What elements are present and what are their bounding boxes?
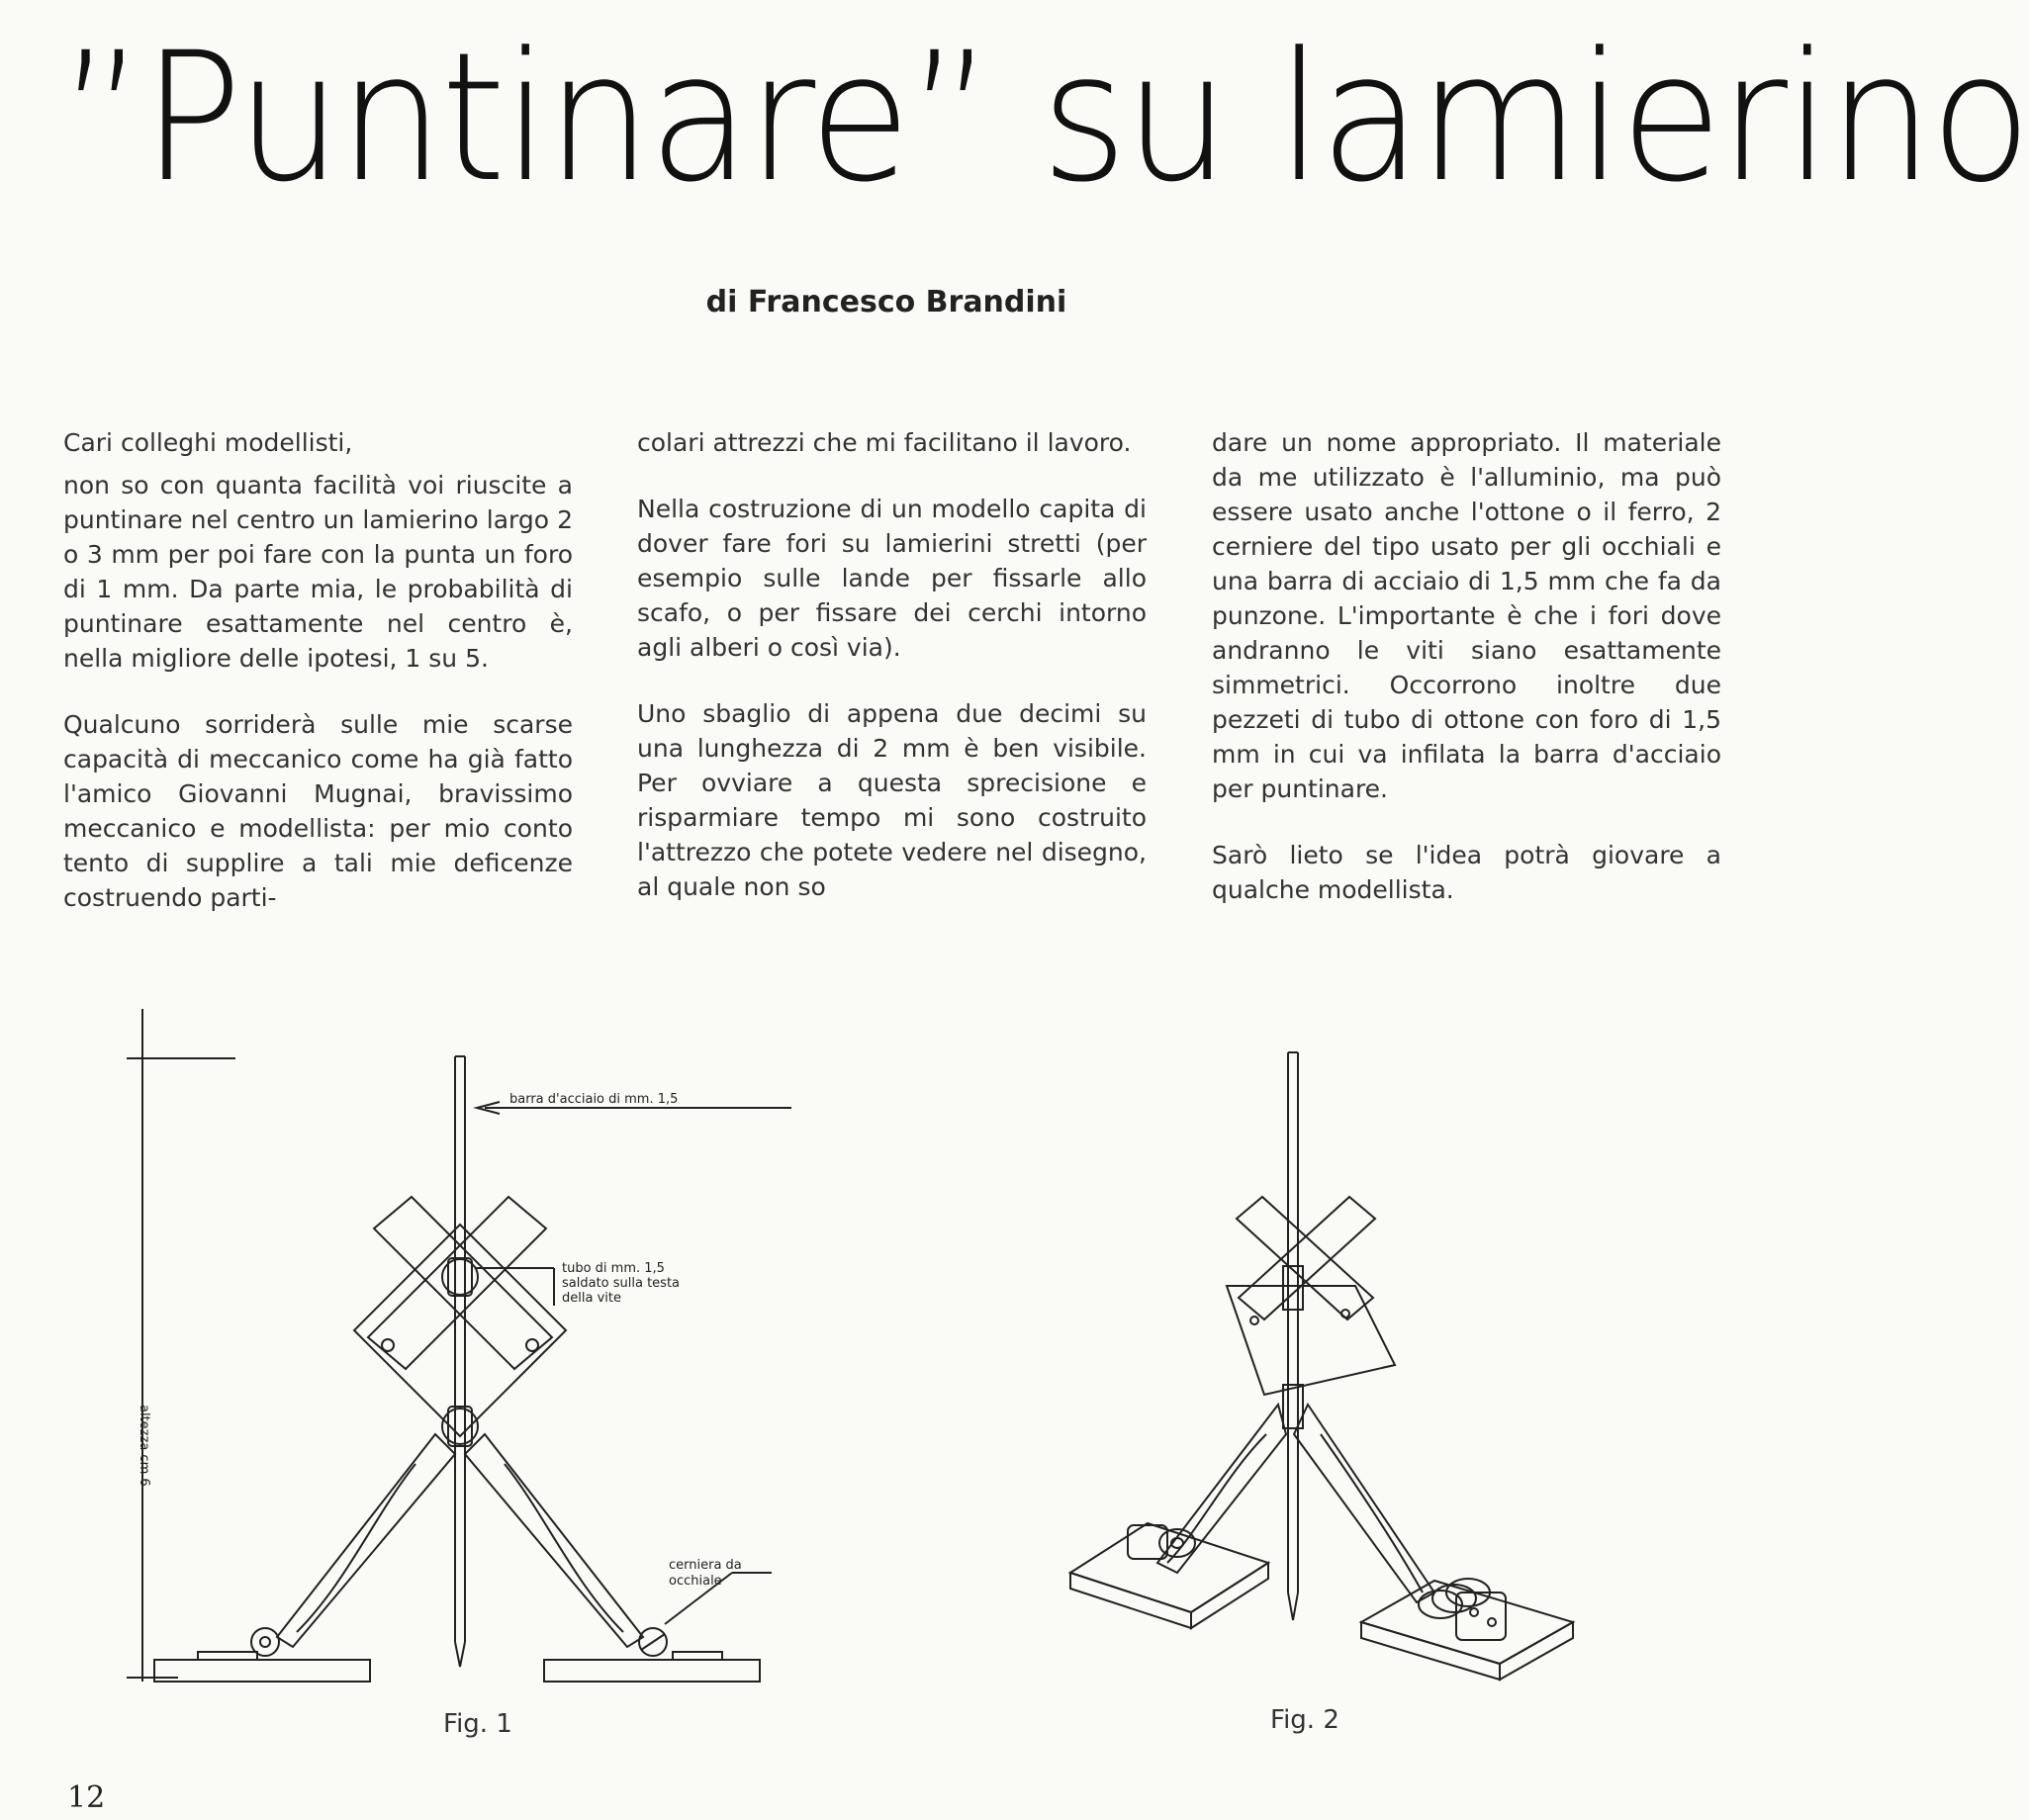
paragraph: dare un nome appropriato. Il materiale da me utilizzato è l'alluminio, ma può essere usato anche l'ottone o il ferro, 2 cerniere del tipo usato per gli occhiali e una barra di acciaio di 1,5 mm che fa da punzone. L'importante è che i fori dove andranno le viti siano esattamente simmetrici. Occorrono inoltre due pezzeti di tubo di ottone con foro di 1,5 mm in cui va infilata la barra d'acciaio per puntinare. [1212, 428, 1721, 803]
height-label: altezza cm 6 [137, 1405, 151, 1487]
tube-label-line-3: della vite [562, 1291, 621, 1306]
figure-1-drawing [119, 999, 831, 1691]
hinge-label-line-1: cerniera da [669, 1558, 742, 1573]
paragraph: Nella costruzione di un modello capita di dover fare fori su lamierini stretti (per esempio sulle lande per fissarle allo scafo, o per fissare dei cerchi intorno agli alberi o così via). [637, 495, 1147, 662]
text-column-1 [63, 425, 573, 947]
text-column-2 [637, 425, 1147, 936]
tube-label-line-2: saldato sulla testa [562, 1276, 681, 1291]
figure-2-drawing [1059, 1039, 1603, 1682]
paragraph: Sarò lieto se l'idea potrà giovare a qualche modellista. [1212, 841, 1721, 904]
paragraph: Uno sbaglio di appena due decimi su una lunghezza di 2 mm è ben visibile. Per ovviare a questa sprecisione e risparmiare tempo mi sono costruito l'attrezzo che potete vedere nel disegno, al quale non so [637, 699, 1147, 901]
bar-label: barra d'acciaio di mm. 1,5 [509, 1092, 679, 1107]
text-column-3 [1212, 425, 1721, 939]
paragraph: non so con quanta facilità voi riuscite a puntinare nel centro un lamierino largo 2 o 3 mm per poi fare con la punta un foro di 1 mm. Da parte mia, le probabilità di puntinare esattamente nel centro è, nella migliore delle ipotesi, 1 su 5. [63, 471, 573, 673]
paragraph: colari attrezzi che mi facilitano il lavoro. [637, 428, 1132, 457]
hinge-label-line-2: occhiale [669, 1574, 722, 1589]
page-number: 12 [67, 1780, 106, 1815]
tube-label-line-1: tubo di mm. 1,5 [562, 1261, 665, 1276]
article-author: di Francesco Brandini [705, 285, 1067, 319]
article-title: ”Puntinare” su lamierino [59, 15, 2029, 222]
paragraph: Cari colleghi modellisti, [63, 428, 353, 457]
figure-1-caption: Fig. 1 [443, 1709, 512, 1739]
paragraph: Qualcuno sorriderà sulle mie scarse capacità di meccanico come ha già fatto l'amico Giovanni Mugnai, bravissimo meccanico e modellista: per mio conto tento di supplire a tali mie deficenze costruendo parti- [63, 710, 573, 912]
figure-2-caption: Fig. 2 [1270, 1705, 1339, 1735]
